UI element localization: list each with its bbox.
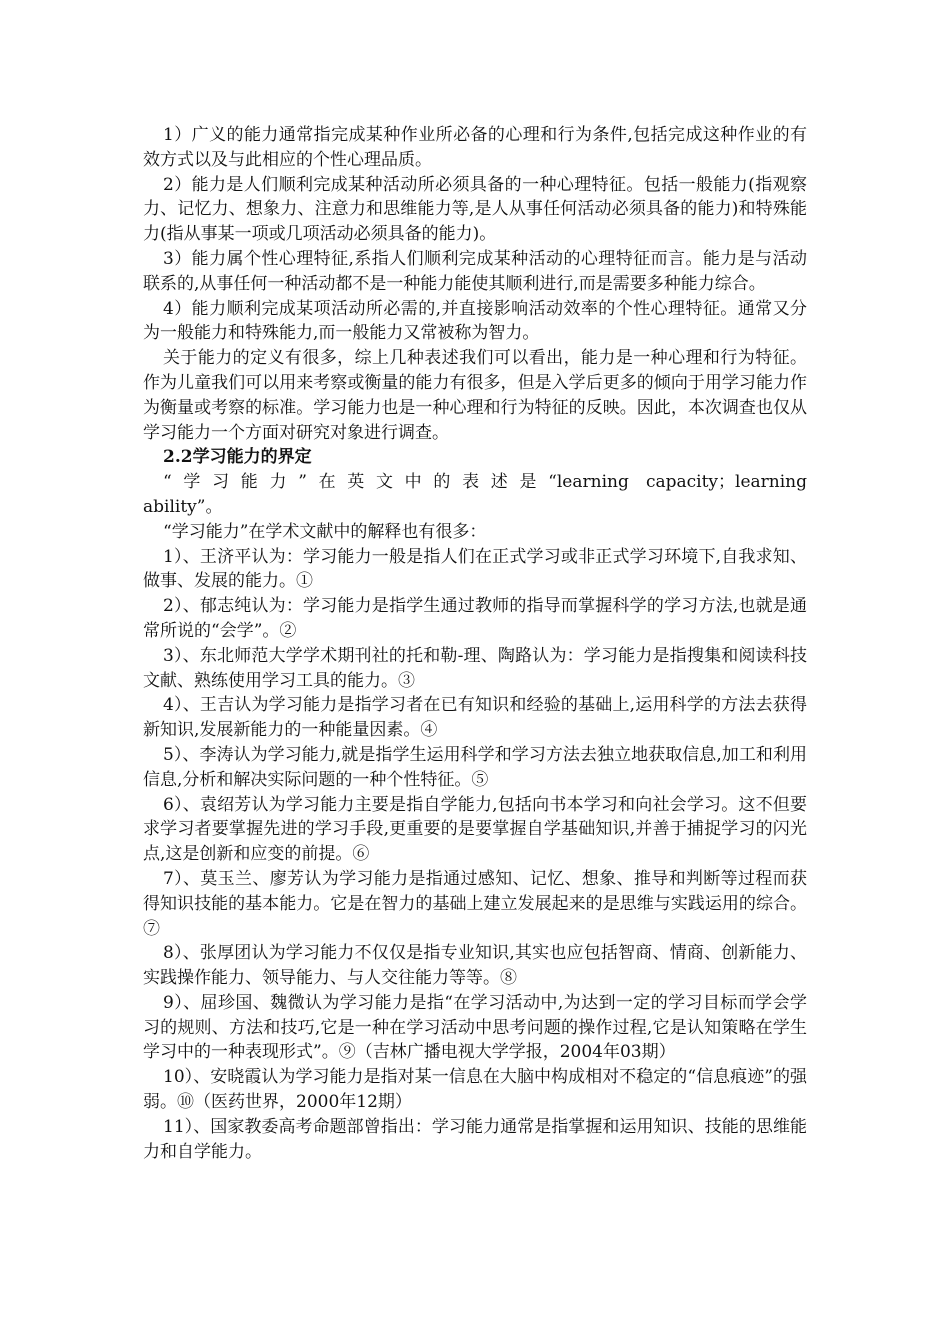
list-item-8: 8）、张厚团认为学习能力不仅仅是指专业知识,其实也应包括智商、情商、创新能力、实践操作能力、领导能力、与人交往能力等等。⑧ bbox=[143, 943, 807, 989]
list-item-7: 7）、莫玉兰、廖芳认为学习能力是指通过感知、记忆、想象、推导和判断等过程而获得知识技能的基本能力。它是在智力的基础上建立发展起来的是思维与实践运用的综合。⑦ bbox=[143, 868, 807, 939]
english-definition-line: “学习能力”在英文中的表述是“learning capacity；learning bbox=[163, 472, 807, 493]
paragraph-definition-4: 4）能力顺利完成某项活动所必需的,并直接影响活动效率的个性心理特征。通常又分为一般能力和特殊能力,而一般能力又常被称为智力。 bbox=[143, 298, 807, 344]
list-item-4: 4）、王吉认为学习能力是指学习者在已有知识和经验的基础上,运用科学的方法去获得新知识,发展新能力的一种能量因素。④ bbox=[143, 695, 807, 741]
paragraph-definition-1: 1）广义的能力通常指完成某种作业所必备的心理和行为条件,包括完成这种作业的有效方式以及与此相应的个性心理品质。 bbox=[143, 125, 807, 170]
list-item-6: 6）、袁绍芳认为学习能力主要是指自学能力,包括向书本学习和向社会学习。这不但要求学习者要掌握先进的学习手段,更重要的是要掌握自学基础知识,并善于捕捉学习的闪光点,这是创新和应变的前提。⑥ bbox=[143, 794, 807, 865]
list-item-5: 5）、李涛认为学习能力,就是指学生运用科学和学习方法去独立地获取信息,加工和利用信息,分析和解决实际问题的一种个性特征。⑤ bbox=[143, 744, 807, 790]
list-item-1: 1）、王济平认为：学习能力一般是指人们在正式学习或非正式学习环境下,自我求知、做事、发展的能力。① bbox=[143, 546, 807, 592]
paragraph-definition-2: 2）能力是人们顺利完成某种活动所必须具备的一种心理特征。包括一般能力(指观察力、记忆力、想象力、注意力和思维能力等,是人从事任何活动必须具备的能力)和特殊能力(指从事某一项或几项活动必须具备的能力)。 bbox=[143, 174, 807, 245]
list-item-3: 3）、东北师范大学学术期刊社的托和勒-理、陶路认为：学习能力是指搜集和阅读科技文献、熟练使用学习工具的能力。③ bbox=[143, 645, 807, 691]
list-item-11: 11）、国家教委高考命题部曾指出：学习能力通常是指掌握和运用知识、技能的思维能力和自学能力。 bbox=[143, 1116, 807, 1162]
paragraph-summary: 关于能力的定义有很多，综上几种表述我们可以看出，能力是一种心理和行为特征。作为儿童我们可以用来考察或衡量的能力有很多，但是入学后更多的倾向于用学习能力作为衡量或考察的标准。学习能力也是一种心理和行为特征的反映。因此，本次调查也仅从学习能力一个方面对研究对象进行调查。 bbox=[143, 348, 807, 443]
paragraph-definition-3: 3）能力属个性心理特征,系指人们顺利完成某种活动的心理特征而言。能力是与活动联系的,从事任何一种活动都不是一种能力能使其顺利进行,而是需要多种能力综合。 bbox=[143, 248, 807, 294]
list-item-2: 2）、郁志纯认为：学习能力是指学生通过教师的指导而掌握科学的学习方法,也就是通常所说的“会学”。② bbox=[143, 596, 807, 641]
english-definition-continuation: ability”。 bbox=[143, 496, 223, 517]
paragraph-intro: “学习能力”在学术文献中的解释也有很多： bbox=[163, 521, 487, 542]
section-heading-2-2: 2.2学习能力的界定 bbox=[163, 447, 312, 468]
list-item-10: 10）、安晓霞认为学习能力是指对某一信息在大脑中构成相对不稳定的“信息痕迹”的强弱。⑩（医药世界，2000年12期） bbox=[143, 1067, 807, 1113]
list-item-9: 9）、屈珍国、魏微认为学习能力是指“在学习活动中,为达到一定的学习目标而学会学习的规则、方法和技巧,它是一种在学习活动中思考问题的操作过程,它是认知策略在学生学习中的一种表现形式”。⑨（吉林广播电视大学学报，2004年03期） bbox=[143, 992, 807, 1063]
document-page bbox=[143, 123, 807, 1164]
